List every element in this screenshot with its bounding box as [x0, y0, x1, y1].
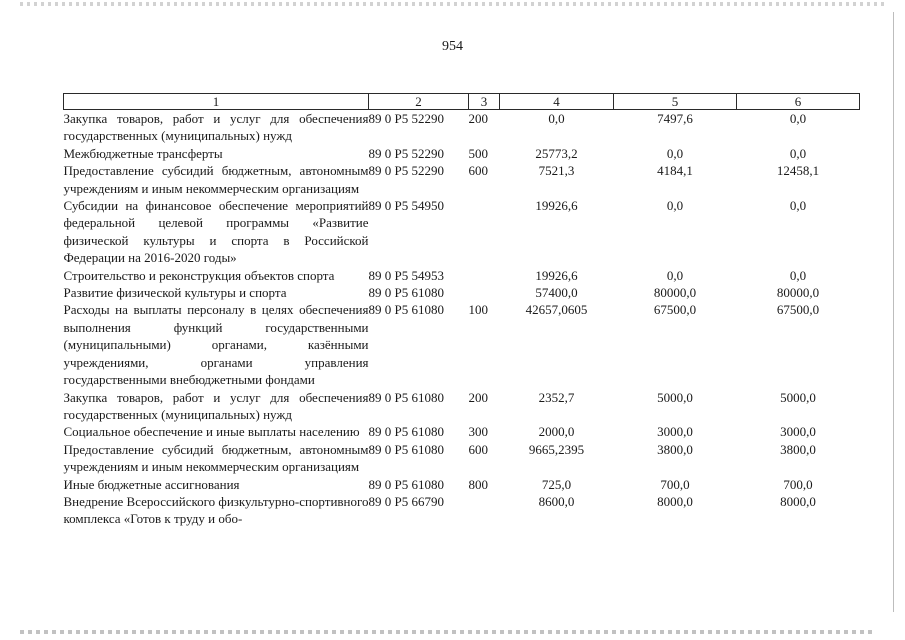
- row-code: 89 0 P5 66790: [368, 493, 444, 509]
- row-value-col4: 2352,7: [538, 389, 575, 405]
- row-value-col4: 19926,6: [535, 198, 578, 214]
- row-value-col4: 19926,6: [535, 267, 578, 283]
- table-row: [64, 301, 860, 388]
- table-body: [64, 110, 860, 528]
- row-name: Расходы на выплаты персоналу в целях обеспечения выполнения функций государственными (муниципальными) органами, казёнными учреждениями, органами управления государственными внебюджетными фондами: [63, 302, 369, 388]
- row-value-col4: 2000,0: [538, 424, 575, 440]
- table-row: [64, 197, 860, 267]
- table-row: [64, 493, 860, 528]
- row-code: 89 0 P5 54950: [368, 198, 444, 214]
- row-value-col6: 80000,0: [776, 285, 820, 301]
- row-code: 89 0 P5 54953: [368, 267, 444, 283]
- row-code: 89 0 P5 52290: [368, 163, 444, 179]
- table-row: [64, 389, 860, 424]
- column-header-3: 3: [469, 94, 500, 110]
- column-header-1: 1: [64, 94, 369, 110]
- row-code: 89 0 P5 52290: [368, 111, 444, 126]
- row-expense-type: 100: [468, 302, 488, 318]
- column-header-5: 5: [614, 94, 737, 110]
- row-expense-type: [469, 493, 500, 528]
- row-value-col5: 4184,1: [657, 163, 693, 179]
- row-code: 89 0 P5 61080: [368, 302, 444, 318]
- row-name: Строительство и реконструкция объектов спорта: [63, 267, 335, 283]
- row-expense-type: 800: [468, 476, 488, 492]
- row-value-col5: 7497,6: [657, 111, 693, 126]
- table-header-row: [64, 94, 860, 110]
- table-row: [64, 110, 860, 145]
- row-expense-type: [469, 284, 500, 301]
- row-name: Закупка товаров, работ и услуг для обеспечения государственных (муниципальных) нужд: [63, 389, 369, 422]
- row-value-col4: 0,0: [548, 111, 565, 126]
- table-row: [64, 441, 860, 476]
- row-code: 89 0 P5 61080: [368, 476, 444, 492]
- row-value-col6: 3800,0: [780, 441, 816, 457]
- row-value-col6: 0,0: [789, 267, 807, 283]
- row-code: 89 0 P5 61080: [368, 441, 444, 457]
- row-value-col6: 0,0: [789, 198, 807, 214]
- row-value-col5: 80000,0: [653, 285, 697, 301]
- row-value-col4: 25773,2: [535, 145, 578, 161]
- row-code: 89 0 P5 61080: [368, 285, 444, 301]
- row-value-col6: 0,0: [789, 111, 807, 126]
- row-name: Закупка товаров, работ и услуг для обеспечения государственных (муниципальных) нужд: [63, 111, 369, 144]
- row-name: Внедрение Всероссийского физкультурно-спортивного комплекса «Готов к труду и обо-: [63, 493, 369, 527]
- scan-edge-top: [20, 2, 885, 6]
- row-expense-type: 500: [468, 145, 488, 161]
- page-number: 954: [442, 39, 463, 54]
- row-value-col6: 67500,0: [776, 302, 820, 318]
- row-expense-type: 600: [468, 441, 488, 457]
- column-header-4: 4: [500, 94, 614, 110]
- table-row: [64, 267, 860, 284]
- row-value-col4: 57400,0: [535, 285, 578, 301]
- row-code: 89 0 P5 52290: [368, 145, 444, 161]
- row-value-col5: 700,0: [660, 476, 690, 492]
- row-expense-type: 200: [468, 389, 488, 405]
- row-value-col5: 8000,0: [657, 493, 693, 509]
- row-value-col6: 8000,0: [780, 493, 816, 509]
- table-row: [64, 476, 860, 493]
- row-value-col4: 9665,2395: [528, 441, 585, 457]
- row-value-col5: 0,0: [666, 198, 684, 214]
- table-row: [64, 423, 860, 440]
- row-value-col5: 3800,0: [657, 441, 693, 457]
- row-value-col6: 0,0: [789, 145, 807, 161]
- row-expense-type: 600: [468, 163, 488, 179]
- table-row: [64, 284, 860, 301]
- column-header-2: 2: [369, 94, 469, 110]
- row-name: Иные бюджетные ассигнования: [63, 476, 240, 492]
- row-value-col5: 5000,0: [657, 389, 693, 405]
- row-value-col5: 3000,0: [657, 424, 693, 440]
- row-expense-type: 200: [468, 111, 488, 126]
- row-value-col5: 0,0: [666, 267, 684, 283]
- row-value-col4: 725,0: [541, 476, 572, 492]
- row-value-col6: 3000,0: [780, 424, 816, 440]
- budget-table: [63, 93, 860, 528]
- scan-edge-bottom: [20, 630, 875, 634]
- row-name: Предоставление субсидий бюджетным, автономным учреждениям и иным некоммерческим организациям: [63, 163, 369, 196]
- row-expense-type: [469, 267, 500, 284]
- row-name: Развитие физической культуры и спорта: [63, 285, 287, 301]
- row-code: 89 0 P5 61080: [368, 389, 444, 405]
- row-code: 89 0 P5 61080: [368, 424, 444, 440]
- row-value-col6: 700,0: [783, 476, 813, 492]
- row-name: Субсидии на финансовое обеспечение мероприятий федеральной целевой программы «Развитие физической культуры и спорта в Российской Федерации на 2016-2020 годы»: [63, 198, 369, 266]
- row-name: Предоставление субсидий бюджетным, автономным учреждениям и иным некоммерческим организациям: [63, 441, 369, 475]
- row-name: Межбюджетные трансферты: [63, 145, 223, 161]
- row-value-col5: 0,0: [666, 145, 684, 161]
- row-value-col4: 8600,0: [538, 493, 575, 509]
- row-name: Социальное обеспечение и иные выплаты населению: [63, 424, 360, 440]
- row-expense-type: 300: [468, 424, 488, 440]
- row-expense-type: [469, 197, 500, 267]
- row-value-col6: 12458,1: [776, 163, 820, 179]
- row-value-col6: 5000,0: [780, 389, 816, 405]
- scan-edge-right: [893, 12, 894, 612]
- column-header-6: 6: [737, 94, 860, 110]
- table-row: [64, 162, 860, 197]
- row-value-col4: 7521,3: [538, 163, 575, 179]
- table-row: [64, 145, 860, 162]
- row-value-col4: 42657,0605: [525, 302, 588, 318]
- row-value-col5: 67500,0: [653, 302, 697, 318]
